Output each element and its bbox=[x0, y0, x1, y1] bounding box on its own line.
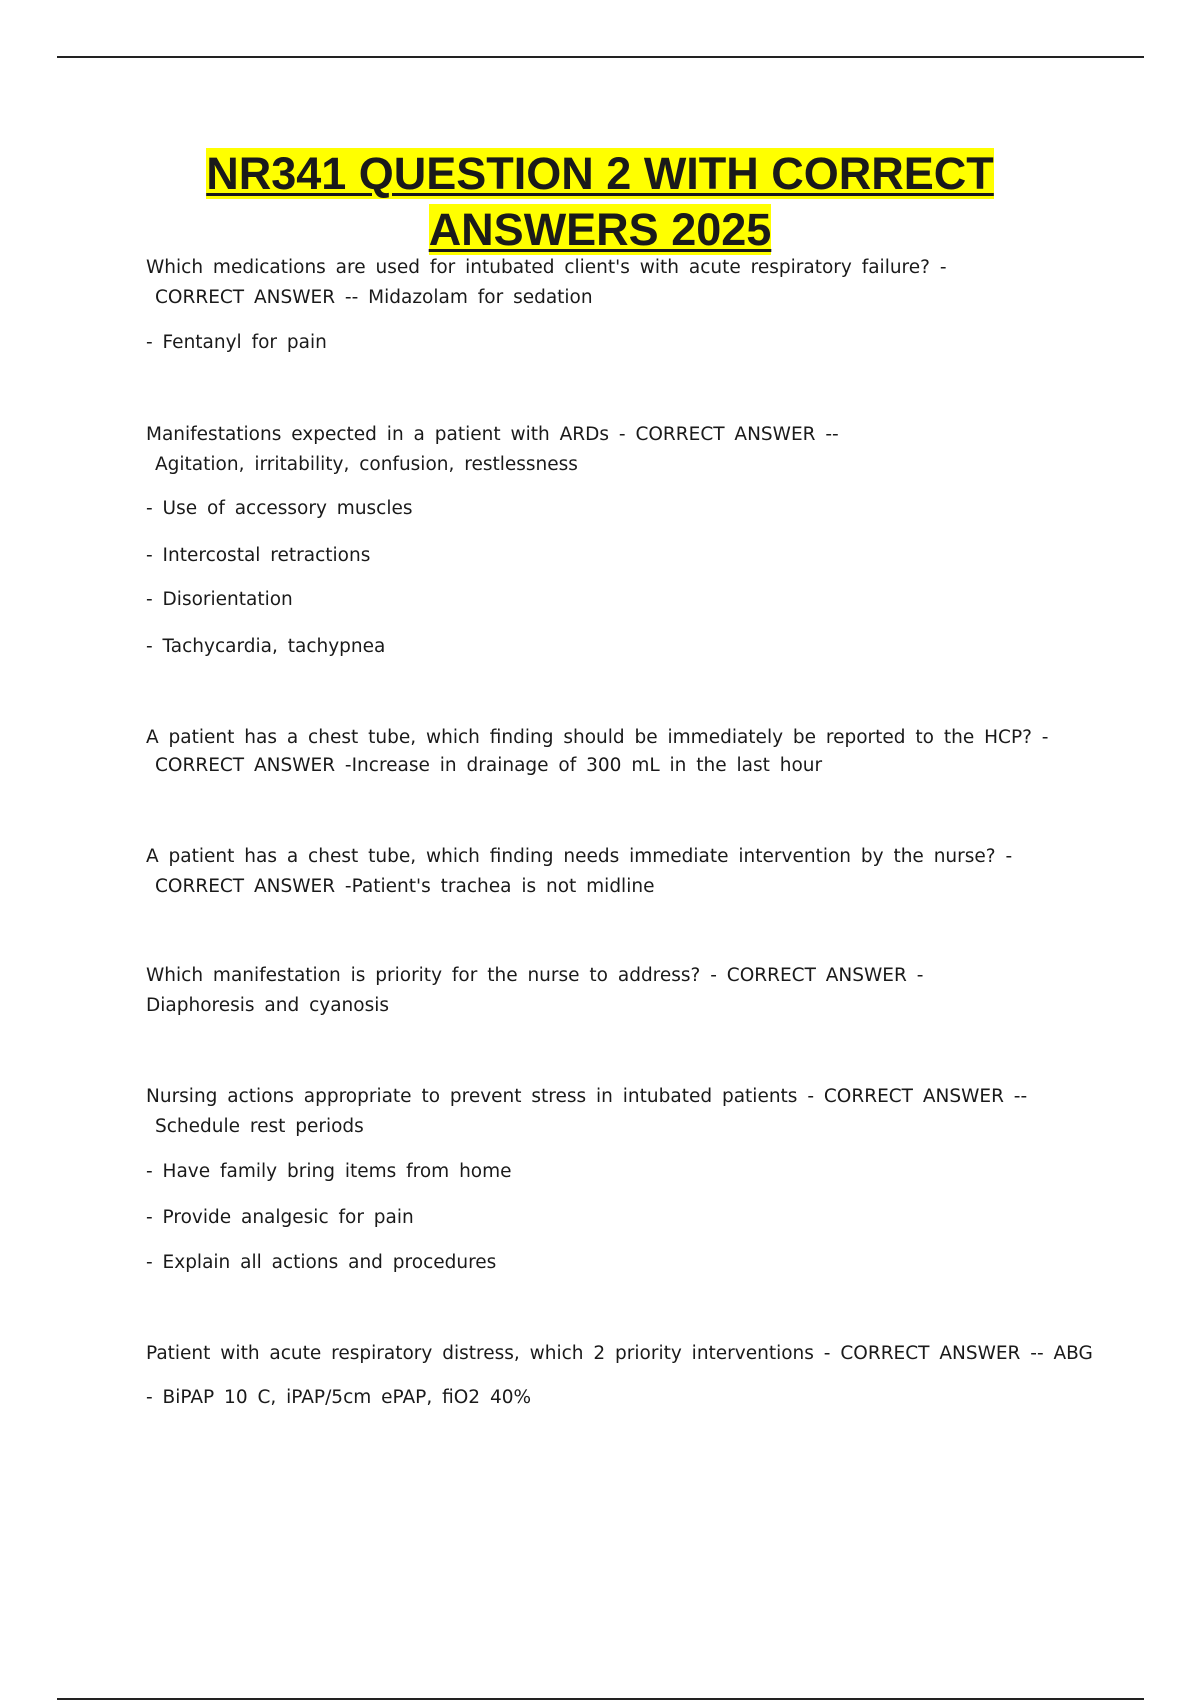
top-rule bbox=[57, 56, 1144, 58]
q1-question: Which medications are used for intubated client's with acute respiratory failure? - bbox=[146, 257, 947, 278]
q2-answer-item: - Intercostal retractions bbox=[146, 545, 371, 566]
q4-answer: CORRECT ANSWER -Patient's trachea is not midline bbox=[155, 876, 655, 897]
q5-question: Which manifestation is priority for the nurse to address? - CORRECT ANSWER - bbox=[146, 965, 924, 986]
q2-answer-item: - Tachycardia, tachypnea bbox=[146, 636, 386, 657]
q2-answer-item: - Disorientation bbox=[146, 589, 293, 610]
q6-answer: Schedule rest periods bbox=[155, 1116, 364, 1137]
q6-question: Nursing actions appropriate to prevent stress in intubated patients - CORRECT ANSWER -- bbox=[146, 1086, 1028, 1107]
q6-answer-item: - Provide analgesic for pain bbox=[146, 1207, 414, 1228]
document-title bbox=[60, 146, 1140, 258]
q3-answer: CORRECT ANSWER -Increase in drainage of 300 mL in the last hour bbox=[155, 755, 823, 776]
q5-answer: Diaphoresis and cyanosis bbox=[146, 995, 389, 1016]
q4-question: A patient has a chest tube, which finding needs immediate intervention by the nurse? - bbox=[146, 846, 1013, 867]
q2-question: Manifestations expected in a patient with ARDs - CORRECT ANSWER -- bbox=[146, 424, 839, 445]
q7-answer-item: - BiPAP 10 C, iPAP/5cm ePAP, fiO2 40% bbox=[146, 1387, 532, 1408]
q6-answer-item: - Have family bring items from home bbox=[146, 1161, 512, 1182]
q3-question: A patient has a chest tube, which finding should be immediately be reported to the HCP? - bbox=[146, 727, 1049, 748]
q1-answer-item: - Fentanyl for pain bbox=[146, 332, 327, 353]
q1-answer: CORRECT ANSWER -- Midazolam for sedation bbox=[155, 287, 593, 308]
q6-answer-item: - Explain all actions and procedures bbox=[146, 1252, 497, 1273]
q2-answer-item: - Use of accessory muscles bbox=[146, 498, 413, 519]
title-line-1: NR341 QUESTION 2 WITH CORRECT bbox=[206, 148, 994, 199]
q2-answer: Agitation, irritability, confusion, restlessness bbox=[155, 454, 578, 475]
title-line-2: ANSWERS 2025 bbox=[428, 204, 772, 255]
q7-question: Patient with acute respiratory distress, which 2 priority interventions - CORRECT ANSWER -- ABG bbox=[146, 1343, 1093, 1364]
document-title-text bbox=[206, 148, 994, 255]
